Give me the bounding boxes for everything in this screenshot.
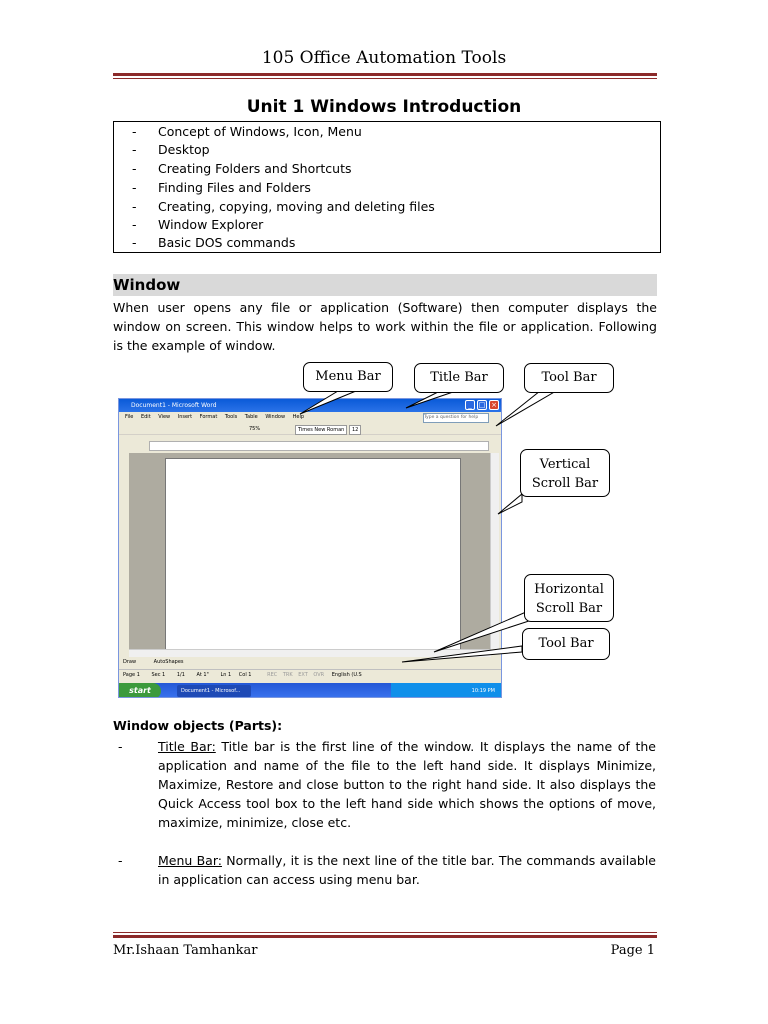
document-header-title: 105 Office Automation Tools (261, 48, 507, 68)
topic-text: Window Explorer (158, 217, 264, 232)
bullet-dash: - (132, 235, 137, 250)
status-ovr: OVR (313, 672, 325, 678)
topic-text: Basic DOS commands (158, 235, 296, 250)
menu-window: Window (265, 414, 286, 420)
topic-text: Concept of Windows, Icon, Menu (158, 124, 362, 139)
bullet-dash: - (132, 161, 137, 176)
part-term: Menu Bar: (158, 853, 222, 868)
part-body (158, 851, 656, 889)
menu-insert: Insert (177, 414, 193, 420)
unit-title: Unit 1 Windows Introduction (246, 97, 522, 117)
callout-menu-bar: Menu Bar (303, 362, 393, 392)
menu-help: Help (292, 414, 305, 420)
status-rec: REC (267, 672, 278, 678)
part-body (158, 737, 656, 832)
start-button: start (119, 683, 161, 698)
menu-file: File (125, 414, 134, 420)
status-pages: 1/1 (176, 672, 185, 678)
part-item-title-bar (118, 737, 656, 832)
part-item-menu-bar (118, 851, 656, 889)
menu-edit: Edit (140, 414, 151, 420)
bullet-dash: - (132, 217, 137, 232)
bullet-dash: - (118, 739, 123, 754)
menu-bar-leader (300, 391, 356, 414)
footer-rule-thin (113, 932, 657, 933)
callout-tool-bar-top: Tool Bar (524, 363, 614, 393)
status-page: Page 1 (123, 672, 140, 678)
minimize-icon: _ (465, 400, 475, 410)
part-text: Normally, it is the next line of the title bar. The commands available in application can access using menu bar. (158, 853, 656, 887)
menu-tools: Tools (224, 414, 238, 420)
status-line: Ln 1 (220, 672, 232, 678)
parts-heading: Window objects (Parts): (113, 718, 283, 733)
menu-view: View (158, 414, 171, 420)
font-size: 12 (349, 425, 361, 435)
footer-rule (113, 935, 657, 938)
autoshapes-label: AutoShapes (153, 659, 184, 665)
bullet-dash: - (118, 853, 123, 868)
menu-format: Format (199, 414, 218, 420)
topic-text: Creating Folders and Shortcuts (158, 161, 352, 176)
section-intro: When user opens any file or application (Software) then computer displays the window on screen. This window helps to work within the file or application. Following is the example of window. (113, 300, 657, 353)
help-search-box: Type a question for help (423, 413, 489, 423)
bullet-dash: - (132, 142, 137, 157)
bullet-dash: - (132, 124, 137, 139)
topic-text: Finding Files and Folders (158, 180, 311, 195)
bullet-dash: - (132, 180, 137, 195)
callout-title-bar: Title Bar (414, 363, 504, 393)
status-language: English (U.S (331, 672, 362, 678)
close-icon: × (489, 400, 499, 410)
bullet-dash: - (132, 199, 137, 214)
status-trk: TRK (282, 672, 293, 678)
clock: 10:19 PM (471, 688, 495, 694)
status-at: At 1" (196, 672, 209, 678)
callout-vertical-scroll-bar: Vertical Scroll Bar (520, 449, 610, 497)
taskbar-item: Document1 - Microsof... (177, 685, 251, 697)
footer-author: Mr.Ishaan Tamhankar (113, 943, 258, 958)
maximize-icon: □ (478, 401, 486, 409)
part-text: Title bar is the first line of the window. It displays the name of the application and name of the file to the left hand side. It displays Minimize, Maximize, Restore and close button to the right hand side. It also displays the Quick Access tool box to the left hand side which shows the options of move, maximize, minimize, close etc. (158, 739, 656, 830)
callout-horizontal-scroll-bar: Horizontal Scroll Bar (524, 574, 614, 622)
title-bar-leader (406, 391, 456, 408)
zoom-value: 75% (249, 426, 261, 432)
font-name: Times New Roman (295, 425, 347, 435)
vertical-scroll-leader (498, 494, 522, 514)
status-column: Col 1 (238, 672, 252, 678)
section-heading: Window (113, 276, 181, 294)
callout-tool-bar-bottom: Tool Bar (522, 628, 610, 660)
horizontal-scroll-leader (434, 612, 532, 652)
draw-label: Draw (123, 659, 137, 665)
footer-page-number: Page 1 (610, 943, 655, 958)
bottom-tool-bar-leader (402, 646, 522, 662)
status-ext: EXT (298, 672, 308, 678)
menu-table: Table (244, 414, 258, 420)
topic-text: Creating, copying, moving and deleting files (158, 199, 435, 214)
topic-text: Desktop (158, 142, 210, 157)
screenshot-window-title: Document1 - Microsoft Word (131, 402, 217, 409)
status-section: Sec 1 (151, 672, 166, 678)
tool-bar-leader (496, 391, 556, 426)
part-term: Title Bar: (158, 739, 216, 754)
